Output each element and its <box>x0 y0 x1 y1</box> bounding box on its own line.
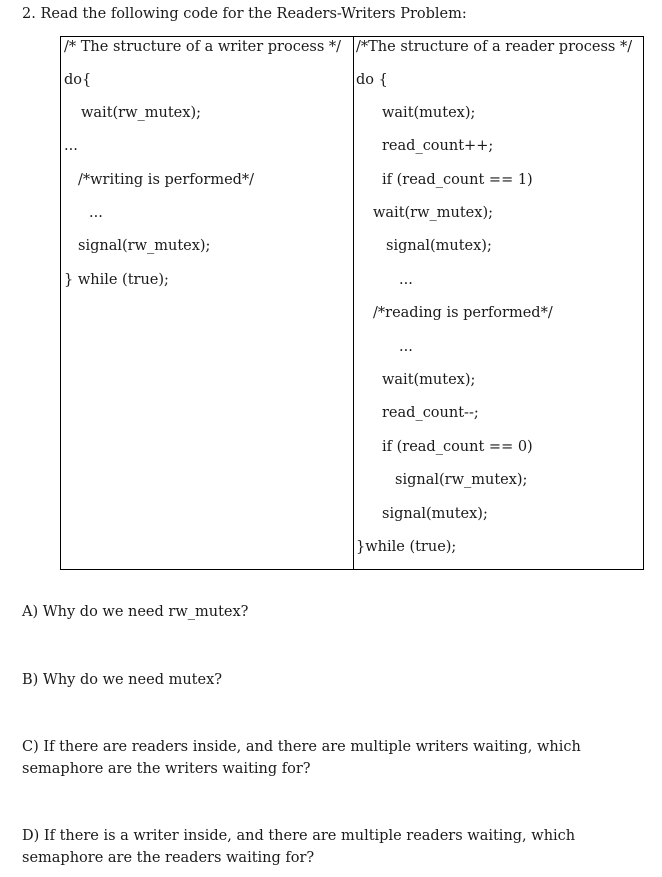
writer-line: ... <box>89 205 103 221</box>
reader-line: read_count++; <box>382 138 494 154</box>
writer-line: /*writing is performed*/ <box>78 172 255 188</box>
reader-line: /*reading is performed*/ <box>373 305 553 321</box>
writer-line: ... <box>64 138 78 154</box>
writer-line: wait(rw_mutex); <box>81 105 201 121</box>
question-d: D) If there is a writer inside, and there are multiple readers waiting, which semaphore are the readers waiting for? <box>22 828 576 866</box>
question-title: 2. Read the following code for the Readers-Writers Problem: <box>22 6 467 22</box>
reader-line: if (read_count == 1) <box>382 172 533 188</box>
reader-line: do { <box>356 72 388 88</box>
writer-line: signal(rw_mutex); <box>78 238 211 254</box>
reader-line: wait(rw_mutex); <box>373 205 493 221</box>
reader-line: wait(mutex); <box>382 105 476 121</box>
writer-line: } while (true); <box>64 272 169 288</box>
reader-line: ... <box>399 339 413 355</box>
question-c: C) If there are readers inside, and there are multiple writers waiting, which semaphore are the writers waiting for? <box>22 739 581 777</box>
reader-line: ... <box>399 272 413 288</box>
reader-line: if (read_count == 0) <box>382 439 533 455</box>
question-a: A) Why do we need rw_mutex? <box>22 604 249 620</box>
writer-line: do{ <box>64 72 92 88</box>
reader-line: }while (true); <box>356 539 457 555</box>
reader-line: signal(mutex); <box>386 238 492 254</box>
writer-column <box>61 37 353 569</box>
reader-header: /*The structure of a reader process */ <box>356 39 633 55</box>
code-table <box>60 36 644 570</box>
reader-line: wait(mutex); <box>382 372 476 388</box>
reader-line: signal(rw_mutex); <box>395 472 528 488</box>
reader-line: read_count--; <box>382 405 479 421</box>
writer-header: /* The structure of a writer process */ <box>64 39 342 55</box>
reader-column <box>354 37 643 569</box>
question-b: B) Why do we need mutex? <box>22 672 223 688</box>
reader-line: signal(mutex); <box>382 506 488 522</box>
